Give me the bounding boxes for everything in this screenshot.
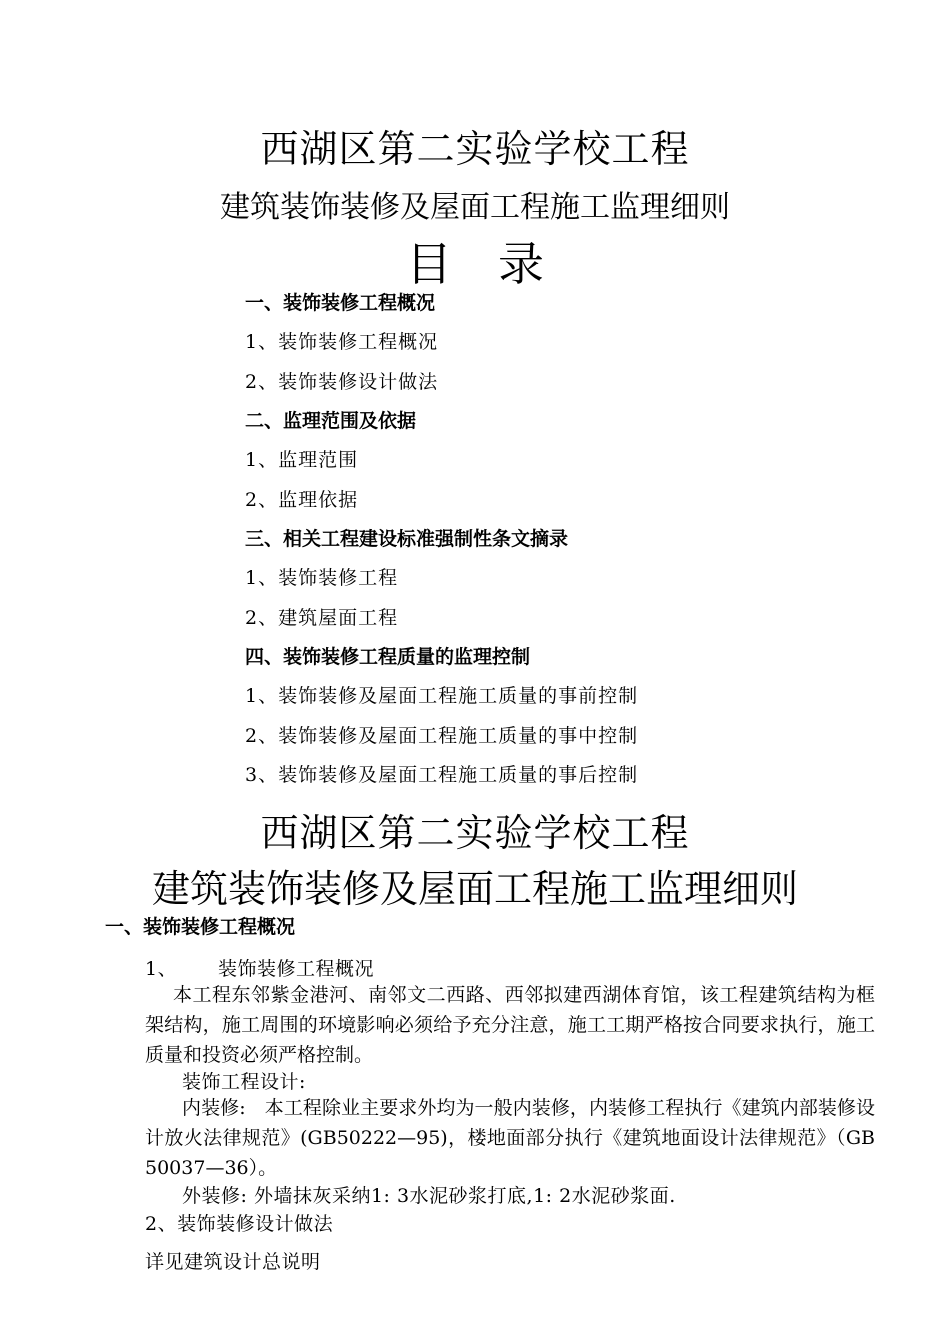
body-subtitle: 建筑装饰装修及屋面工程施工监理细则 <box>151 867 798 911</box>
exterior-paragraph: 外装修: 外墙抹灰采纳1: 3水泥砂浆打底,1: 2水泥砂浆面. <box>182 1185 676 1207</box>
toc-item: 2、监理依据 <box>245 489 359 511</box>
item-number: 1、 <box>145 958 178 980</box>
toc-title: 目 录 <box>406 237 544 291</box>
toc-heading: 二、监理范围及依据 <box>245 410 417 432</box>
toc-heading: 一、装饰装修工程概况 <box>245 292 436 314</box>
toc-item: 2、装饰装修及屋面工程施工质量的事中控制 <box>245 725 639 747</box>
cover-subtitle: 建筑装饰装修及屋面工程施工监理细则 <box>220 190 730 225</box>
toc-item: 1、装饰装修工程 <box>245 567 399 589</box>
toc-item: 1、装饰装修工程概况 <box>245 331 439 353</box>
section-heading: 一、装饰装修工程概况 <box>105 916 296 938</box>
toc-item: 2、建筑屋面工程 <box>245 607 399 629</box>
overview-paragraph: 本工程东邻紫金港河、南邻文二西路、西邻拟建西湖体育馆，该工程建筑结构为框架结构，施工周围的环境影响必须给予充分注意，施工工期严格按合同要求执行，施工质量和投资必须严格控制。 <box>145 984 875 1066</box>
toc-item: 1、装饰装修及屋面工程施工质量的事前控制 <box>245 685 639 707</box>
toc-item: 1、监理范围 <box>245 449 359 471</box>
toc-item: 3、装饰装修及屋面工程施工质量的事后控制 <box>245 764 639 786</box>
cover-title: 西湖区第二实验学校工程 <box>260 127 690 171</box>
item-title: 2、装饰装修设计做法 <box>145 1213 334 1235</box>
item-title: 装饰装修工程概况 <box>218 958 375 980</box>
interior-paragraph: 内装修: 本工程除业主要求外均为一般内装修，内装修工程执行《建筑内部装修设计放火法律规范》(GB50222—95)，楼地面部分执行《建筑地面设计法律规范》（GB50037—36）。 <box>145 1097 875 1179</box>
toc-item: 2、装饰装修设计做法 <box>245 371 439 393</box>
item-text: 详见建筑设计总说明 <box>145 1251 321 1273</box>
toc-heading: 四、装饰装修工程质量的监理控制 <box>245 646 531 668</box>
toc-heading: 三、相关工程建设标准强制性条文摘录 <box>245 528 569 550</box>
design-label: 装饰工程设计: <box>182 1071 306 1093</box>
body-title: 西湖区第二实验学校工程 <box>260 811 690 855</box>
